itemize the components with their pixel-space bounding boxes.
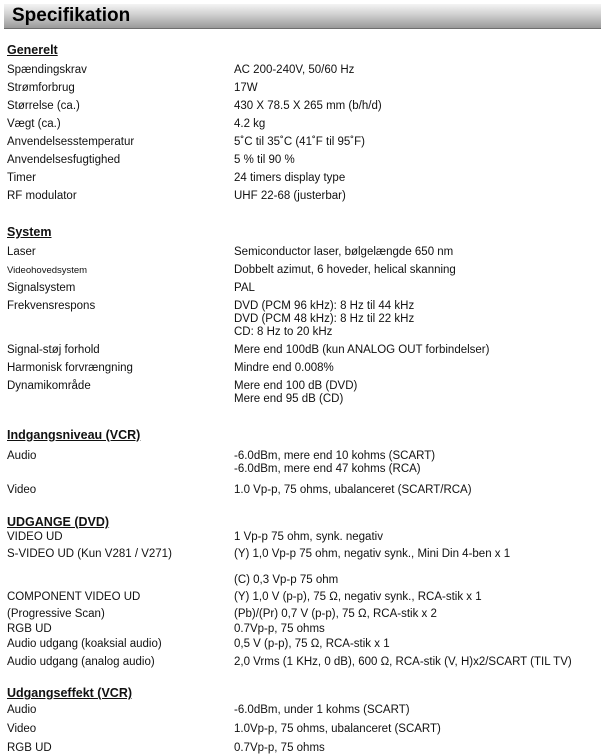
spec-value-line: -6.0dBm, mere end 10 kohms (SCART): [234, 450, 436, 462]
section-generelt: [7, 42, 602, 203]
section-system: [7, 224, 602, 406]
spec-row: [7, 264, 602, 277]
spec-label: Spændingskrav: [7, 64, 87, 76]
spec-row: [7, 344, 602, 357]
spec-value-line: 0,5 V (p-p), 75 Ω, RCA-stik x 1: [234, 638, 390, 650]
spec-value: [234, 450, 602, 476]
spec-label: Størrelse (ca.): [7, 100, 80, 112]
spec-label: (Progressive Scan): [7, 608, 105, 620]
spec-label: RGB UD: [7, 742, 52, 754]
spec-value-line: 5 % til 90 %: [234, 154, 295, 166]
spec-value: [234, 623, 602, 636]
spec-value: [234, 172, 602, 185]
spec-value: [234, 282, 602, 295]
spec-value: [234, 82, 602, 95]
spec-value-line: (Pb)/(Pr) 0,7 V (p-p), 75 Ω, RCA-stik x 2: [234, 608, 437, 620]
spec-label: Laser: [7, 246, 36, 258]
spec-value-line: DVD (PCM 48 kHz): 8 Hz til 22 kHz: [234, 313, 415, 325]
spec-value-line: UHF 22-68 (justerbar): [234, 190, 346, 202]
spec-label: Audio: [7, 704, 37, 716]
spec-value: [234, 190, 602, 203]
spec-label: Timer: [7, 172, 36, 184]
spec-value: [234, 704, 602, 717]
spec-value-line: Mere end 100dB (kun ANALOG OUT forbindelser): [234, 344, 490, 356]
spec-row: [7, 608, 602, 621]
spec-value-line: 24 timers display type: [234, 172, 346, 184]
section-heading: Generelt: [7, 43, 58, 57]
spec-label: VIDEO UD: [7, 531, 63, 543]
spec-value: [234, 484, 602, 497]
spec-row: [7, 591, 602, 604]
spec-row: [7, 362, 602, 375]
spec-value-line: -6.0dBm, mere end 47 kohms (RCA): [234, 463, 421, 475]
spec-value: [234, 591, 602, 604]
spec-row: [7, 154, 602, 167]
spec-value: [234, 300, 602, 339]
spec-label: Audio udgang (analog audio): [7, 656, 155, 668]
spec-label: Signal-støj forhold: [7, 344, 100, 356]
spec-value-line: 4.2 kg: [234, 118, 266, 130]
spec-label: Video: [7, 484, 37, 496]
title-bar: [4, 4, 601, 29]
spec-label: Audio: [7, 450, 37, 462]
spec-value: [234, 264, 602, 277]
spec-value: [234, 531, 602, 544]
spec-row: [7, 484, 602, 497]
spec-value: [234, 723, 602, 736]
spec-row: [7, 118, 602, 131]
spec-value-line: Mere end 95 dB (CD): [234, 393, 344, 405]
spec-value-line: PAL: [234, 282, 255, 294]
spec-value: [234, 64, 602, 77]
spec-label: RGB UD: [7, 623, 52, 635]
spec-value-line: Semiconductor laser, bølgelængde 650 nm: [234, 246, 454, 258]
spec-label: Video: [7, 723, 37, 735]
spec-value: [234, 344, 602, 357]
spec-value-line: 5˚C til 35˚C (41˚F til 95˚F): [234, 136, 365, 148]
section-heading: System: [7, 225, 52, 239]
spec-row: [7, 246, 602, 259]
spec-row: [7, 548, 602, 587]
section-udgange-dvd: [7, 514, 602, 669]
spec-value: [234, 136, 602, 149]
spec-label: Vægt (ca.): [7, 118, 61, 130]
section-heading: Udgangseffekt (VCR): [7, 686, 133, 700]
spec-label: Signalsystem: [7, 282, 76, 294]
spec-row: [7, 656, 602, 669]
spec-value-line: 1 Vp-p 75 ohm, synk. negativ: [234, 531, 383, 543]
spec-value-line: Dobbelt azimut, 6 hoveder, helical skanning: [234, 264, 456, 276]
spec-value-line: DVD (PCM 96 kHz): 8 Hz til 44 kHz: [234, 300, 415, 312]
spec-label: Strømforbrug: [7, 82, 75, 94]
section-indgangsniveau-vcr: [7, 427, 602, 497]
spec-row: [7, 100, 602, 113]
spec-row: [7, 623, 602, 636]
spec-label: Anvendelsesfugtighed: [7, 154, 121, 166]
spec-value-line: CD: 8 Hz to 20 kHz: [234, 326, 333, 338]
spec-value: [234, 362, 602, 375]
spec-value-line: -6.0dBm, under 1 kohms (SCART): [234, 704, 410, 716]
spec-value: [234, 118, 602, 131]
spec-row: [7, 638, 602, 651]
section-heading: UDGANGE (DVD): [7, 515, 110, 529]
spec-value-line: AC 200-240V, 50/60 Hz: [234, 64, 355, 76]
spec-value: [234, 656, 602, 669]
spec-value-line: 17W: [234, 82, 258, 94]
spec-row: [7, 531, 602, 544]
spec-value: [234, 100, 602, 113]
spec-row: [7, 82, 602, 95]
page-title: Specifikation: [12, 5, 131, 26]
spec-value-line: [234, 561, 602, 574]
spec-value-line: Mindre end 0.008%: [234, 362, 334, 374]
spec-value-line: 1.0Vp-p, 75 ohms, ubalanceret (SCART): [234, 723, 441, 735]
spec-value: [234, 742, 602, 755]
spec-label: Videohovedsystem: [7, 265, 88, 276]
spec-value: [234, 154, 602, 167]
spec-row: [7, 380, 602, 406]
spec-value-line: 1.0 Vp-p, 75 ohms, ubalanceret (SCART/RCA): [234, 484, 472, 496]
spec-label: Audio udgang (koaksial audio): [7, 638, 162, 650]
spec-label: Dynamikområde: [7, 380, 91, 392]
spec-row: [7, 136, 602, 149]
spec-value-line: (Y) 1,0 Vp-p 75 ohm, negativ synk., Mini Din 4-ben x 1: [234, 548, 511, 560]
spec-label: COMPONENT VIDEO UD: [7, 591, 141, 603]
spec-value: [234, 246, 602, 259]
spec-value: [234, 548, 602, 587]
spec-value-line: 430 X 78.5 X 265 mm (b/h/d): [234, 100, 382, 112]
spec-value: [234, 608, 602, 621]
spec-value-line: (Y) 1,0 V (p-p), 75 Ω, negativ synk., RCA-stik x 1: [234, 591, 482, 603]
spec-value-line: Mere end 100 dB (DVD): [234, 380, 358, 392]
spec-value: [234, 380, 602, 406]
spec-label: Anvendelsesstemperatur: [7, 136, 135, 148]
section-udgangseffekt-vcr: [7, 685, 602, 755]
spec-row: [7, 300, 602, 339]
section-heading: Indgangsniveau (VCR): [7, 428, 141, 442]
spec-row: [7, 742, 602, 755]
spec-label: S-VIDEO UD (Kun V281 / V271): [7, 548, 172, 560]
spec-row: [7, 450, 602, 476]
spec-row: [7, 172, 602, 185]
spec-value-line: 0.7Vp-p, 75 ohms: [234, 742, 325, 754]
spec-row: [7, 723, 602, 736]
spec-row: [7, 64, 602, 77]
spec-label: RF modulator: [7, 190, 77, 202]
spec-label: Harmonisk forvrængning: [7, 362, 133, 374]
spec-row: [7, 282, 602, 295]
spec-value-line: 0.7Vp-p, 75 ohms: [234, 623, 325, 635]
spec-row: [7, 704, 602, 717]
spec-row: [7, 190, 602, 203]
spec-value-line: 2,0 Vrms (1 KHz, 0 dB), 600 Ω, RCA-stik (V, H)x2/SCART (TIL TV): [234, 656, 572, 668]
spec-value-line: (C) 0,3 Vp-p 75 ohm: [234, 574, 339, 586]
spec-label: Frekvensrespons: [7, 300, 96, 312]
spec-value: [234, 638, 602, 651]
